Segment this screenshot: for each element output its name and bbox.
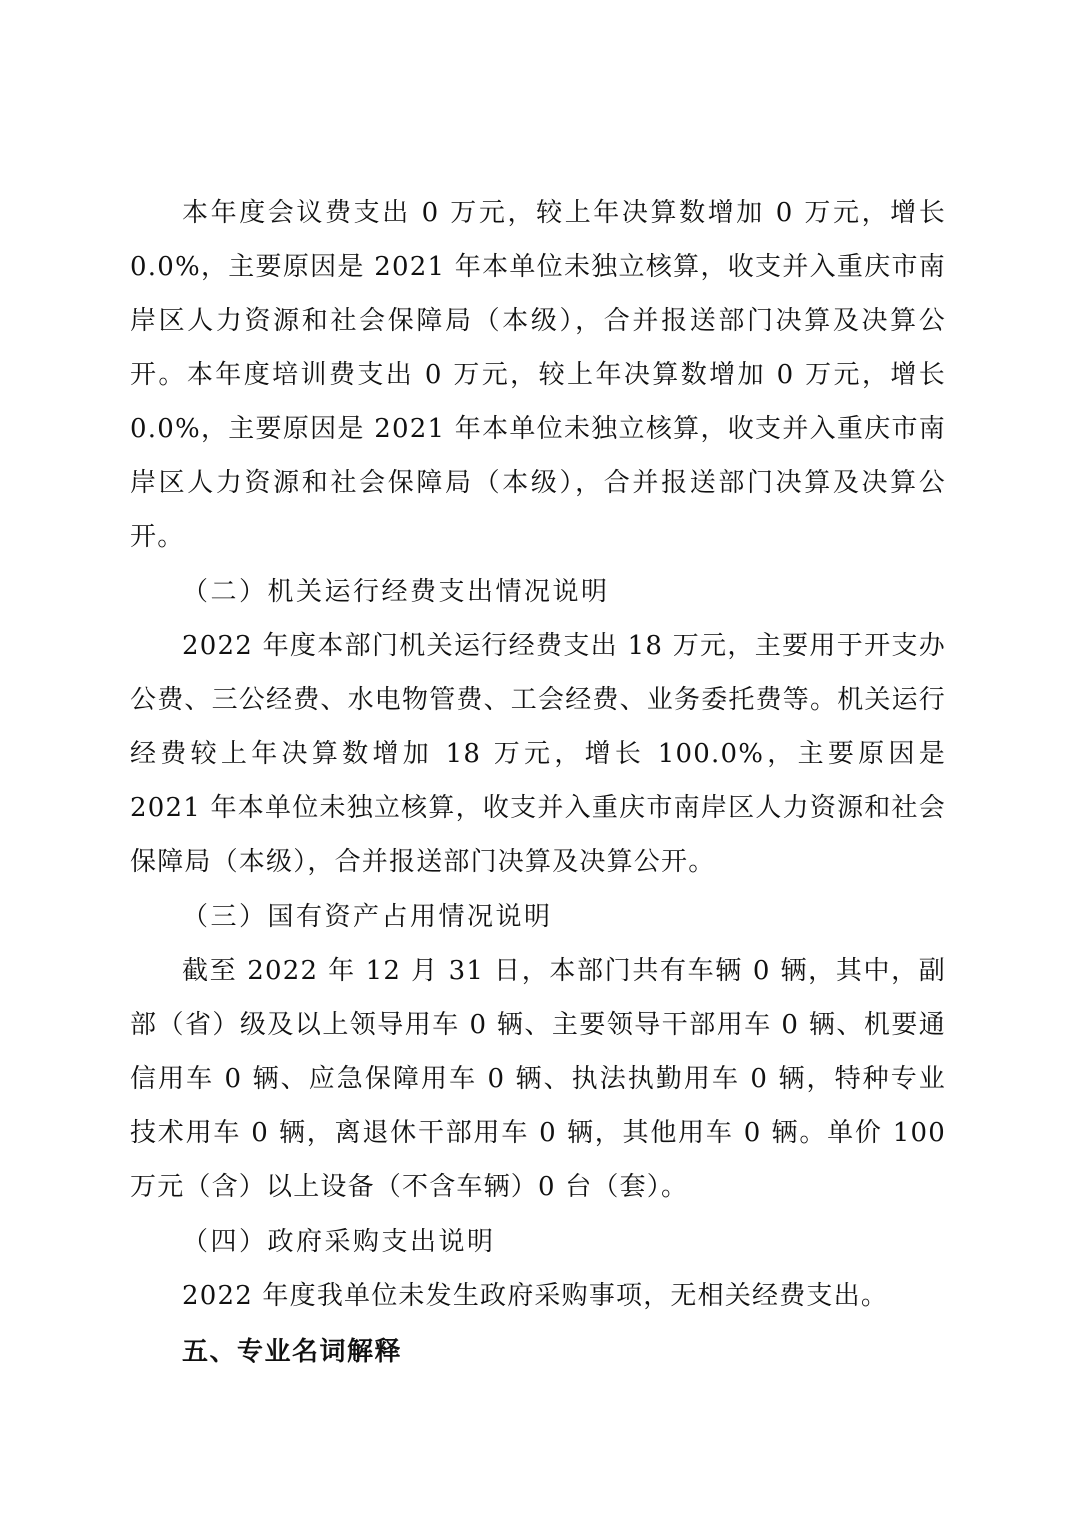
subheading-state-assets: （三）国有资产占用情况说明 (182, 902, 553, 932)
paragraph-government-procurement: 2022 年度我单位未发生政府采购事项，无相关经费支出。 (182, 1281, 889, 1311)
subheading-operating-expenses: （二）机关运行经费支出情况说明 (182, 577, 610, 607)
subheading-government-procurement: （四）政府采购支出说明 (182, 1227, 496, 1257)
document-body (130, 186, 946, 1379)
section-heading-terminology: 五、专业名词解释 (182, 1337, 403, 1367)
paragraph-operating-expenses: 2022 年度本部门机关运行经费支出 18 万元，主要用于开支办公费、三公经费、水电物管费、工会经费、业务委托费等。机关运行经费较上年决算数增加 18 万元，增长 100.0%，主要原因是 2021 年本单位未独立核算，收支并入重庆市南岸区人力资源和社会保障局（本级），合并报送部门决算及决算公开。 (130, 631, 947, 877)
paragraph-state-assets: 截至 2022 年 12 月 31 日，本部门共有车辆 0 辆，其中，副部（省）级及以上领导用车 0 辆、主要领导干部用车 0 辆、机要通信用车 0 辆、应急保障用车 0 辆、执法执勤用车 0 辆，特种专业技术用车 0 辆，离退休干部用车 0 辆，其他用车 0 辆。单价 100 万元（含）以上设备（不含车辆）0 台（套）。 (130, 956, 946, 1202)
paragraph-meeting-training-fees: 本年度会议费支出 0 万元，较上年决算数增加 0 万元，增长 0.0%，主要原因是 2021 年本单位未独立核算，收支并入重庆市南岸区人力资源和社会保障局（本级），合并报送部门决算及决算公开。本年度培训费支出 0 万元，较上年决算数增加 0 万元，增长 0.0%，主要原因是 2021 年本单位未独立核算，收支并入重庆市南岸区人力资源和社会保障局（本级），合并报送部门决算及决算公开。 (130, 198, 946, 552)
